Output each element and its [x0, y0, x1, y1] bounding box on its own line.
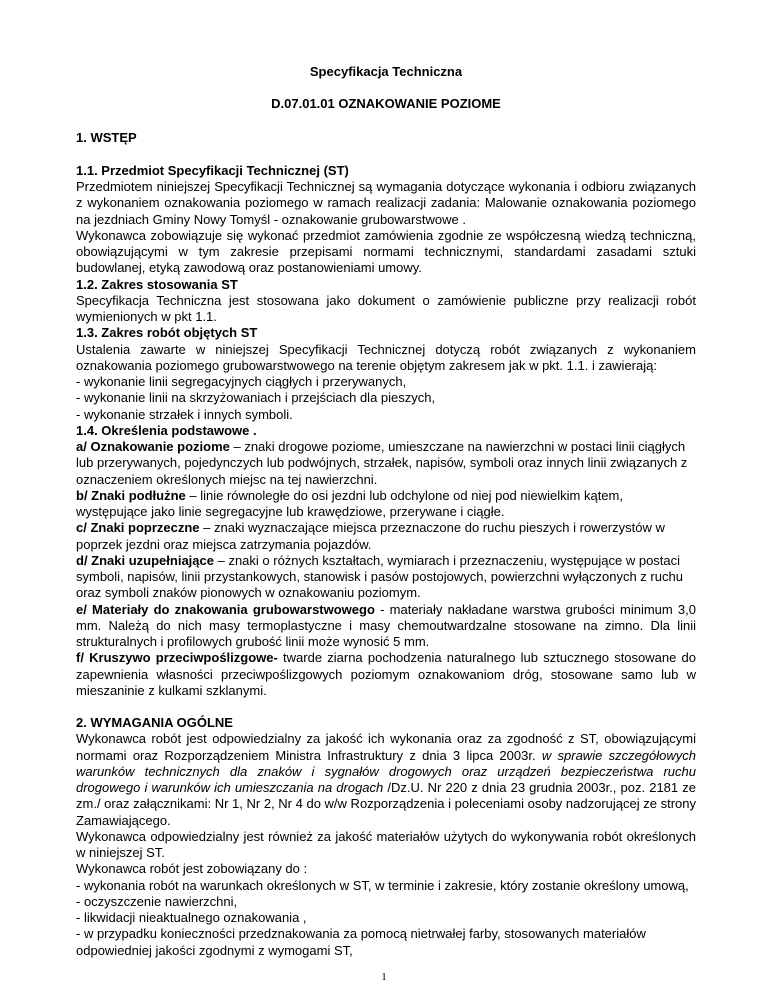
definition-text: – znaki o różnych kształtach, wymiarach i przeznaczeniu, występujące w postaci symboli, napisów, linii przystankowych, stanowisk i pasów postojowych, powierzchni wyłączonych z ruchu oraz symboli znaków pionowych w oznakowaniu poziomym. — [76, 552, 683, 601]
definition-d — [76, 553, 696, 602]
paragraph-text: Wykonawca robót jest odpowiedzialny za jakość ich wykonania oraz za zgodność z ST, obowiązującymi normami oraz Rozporządzeniem Ministra Infrastruktury z dnia 3 lipca 2003r. — [76, 731, 696, 763]
document-body — [76, 64, 696, 959]
definition-text: – linie równoległe do osi jezdni lub odchylone od niej pod niewielkim kątem, występujące jako linie segregacyjne lub krawędziowe, przerywane i ciągłe. — [76, 487, 623, 519]
definition-term: d/ Znaki uzupełniające — [76, 552, 214, 568]
definition-term: f/ Kruszywo przeciwpoślizgowe- — [76, 650, 278, 666]
paragraph-text: /Dz.U. Nr 220 z dnia 23 grudnia 2003r., poz. 2181 ze zm./ oraz załącznikami: Nr 1, Nr 2, Nr 4 do w/w Rozporządzenia i poleceniami osoby nadzorującej ze strony Zamawiającego. — [76, 780, 696, 828]
paragraph: Wykonawca robót jest zobowiązany do : — [76, 861, 308, 877]
document-title: Specyfikacja Techniczna — [309, 64, 463, 79]
definition-b — [76, 488, 696, 521]
paragraph: Ustalenia zawarte w niniejszej Specyfikacji Technicznej dotyczą robót związanych z wykonaniem oznakowania poziomego grubowarstwowego na terenie objętym zakresem jak w pkt. 1.1. i zawierają: — [76, 341, 696, 373]
definition-term: e/ Materiały do znakowania grubowarstwowego — [76, 601, 375, 617]
regulation-title: w sprawie szczegółowych warunków technicznych dla znaków i sygnałów drogowych oraz urządzeń bezpieczeństwa ruchu drogowego i warunków ich umieszczania na drogach — [76, 747, 697, 795]
definition-term: c/ Znaki poprzeczne — [76, 520, 200, 536]
paragraph: Wykonawca zobowiązuje się wykonać przedmiot zamówienia zgodnie ze współczesną wiedzą techniczną, obowiązującymi w tym zakresie przepisami normami technicznymi, standardami zasadami sztuki budowlanej, etyką zawodową oraz postanowieniami umowy. — [76, 227, 696, 276]
paragraph: Specyfikacja Techniczna jest stosowana jako dokument o zamówienie publiczne przy realizacji robót wymienionych w pkt 1.1. — [76, 292, 696, 324]
definition-text: twarde ziarna pochodzenia naturalnego lub sztucznego stosowane do zapewnienia własności przeciwpoślizgowych poziomym oznakowaniom dróg, stosowane samo lub w mieszaninie z kulkami szklanymi. — [76, 650, 697, 698]
paragraph: Wykonawca odpowiedzialny jest również za jakość materiałów użytych do wykonywania robót określonych w niniejszej ST. — [76, 828, 696, 860]
section-1-4-heading: 1.4. Określenia podstawowe . — [76, 422, 257, 438]
paragraph: Przedmiotem niniejszej Specyfikacji Technicznej są wymagania dotyczące wykonania i odbioru związanych z wykonaniem oznakowania poziomego w ramach realizacji zadania: Malowanie oznakowania poziomego na jezdniach Gminy Nowy Tomyśl - oznakowanie grubowarstwowe . — [76, 179, 696, 227]
definition-text: – znaki wyznaczające miejsca przeznaczone do ruchu pieszych i rowerzystów w poprzek jezdni oraz miejsca zatrzymania pojazdów. — [76, 520, 665, 552]
definition-term: b/ Znaki podłużne — [76, 487, 186, 503]
definition-c — [76, 520, 696, 553]
list-item: - wykonanie linii segregacyjnych ciągłych i przerywanych, — [76, 374, 407, 389]
list-item: - wykonania robót na warunkach określonych w ST, w terminie i zakresie, który zostanie określony umową, — [76, 877, 689, 893]
spec-code-title: D.07.01.01 OZNAKOWANIE POZIOME — [271, 96, 501, 112]
page-number: 1 — [381, 971, 387, 983]
section-1-2-heading: 1.2. Zakres stosowania ST — [76, 276, 238, 292]
list-item: - oczyszczenie nawierzchni, — [76, 893, 238, 909]
definition-f — [76, 650, 696, 699]
section-2-heading: 2. WYMAGANIA OGÓLNE — [76, 715, 233, 730]
definition-text: - materiały nakładane warstwa grubości minimum 3,0 mm. Należą do nich masy termoplastyczne i masy chemoutwardzalne stosowane na zimno. Dla linii strukturalnych i profilowych grubość linii może wynosić 5 mm. — [76, 601, 696, 649]
definition-e — [76, 602, 696, 651]
definition-a — [76, 439, 696, 488]
list-item: - wykonanie linii na skrzyżowaniach i przejściach dla pieszych, — [76, 390, 436, 406]
section-1-3-heading: 1.3. Zakres robót objętych ST — [76, 325, 258, 341]
list-item: - likwidacji nieaktualnego oznakowania , — [76, 910, 307, 925]
section-1-1-heading: 1.1. Przedmiot Specyfikacji Technicznej (ST) — [76, 162, 349, 178]
list-item: - wykonanie strzałek i innych symboli. — [76, 406, 293, 422]
section-1-heading: 1. WSTĘP — [76, 129, 137, 145]
definition-text: – znaki drogowe poziome, umieszczane na nawierzchni w postaci linii ciągłych lub przerywanych, pojedynczych lub podwójnych, strzałek, napisów, symboli oraz innych linii związanych z oznaczeniem określonych miejsc na tej nawierzchni. — [76, 439, 688, 487]
definition-term: a/ Oznakowanie poziome — [76, 439, 230, 454]
paragraph — [76, 731, 696, 829]
list-item: - w przypadku konieczności przedznakowania za pomocą nietrwałej farby, stosowanych materiałów odpowiedniej jakości zgodnymi z wymogami ST, — [76, 926, 646, 958]
